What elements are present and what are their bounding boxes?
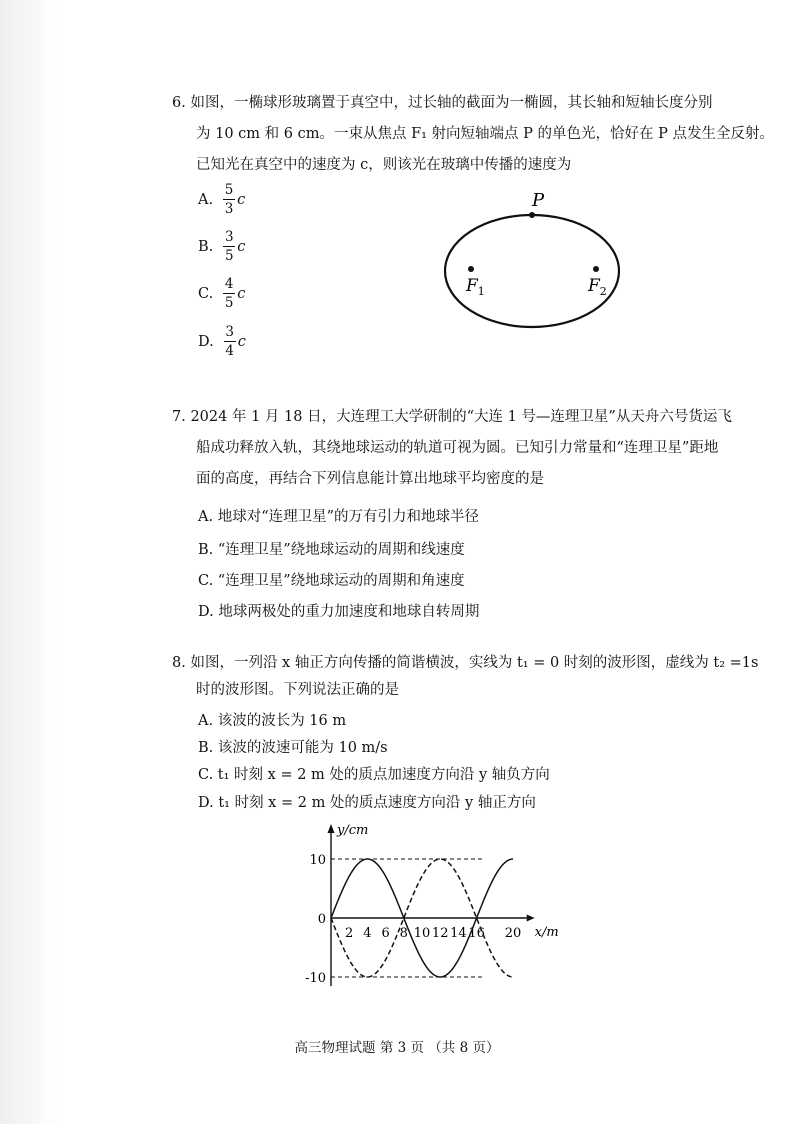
q8-line-2: 时的波形图。下列说法正确的是 bbox=[196, 682, 399, 698]
q7-option-a[interactable]: A. 地球对“连理卫星”的万有引力和地球半径 bbox=[198, 509, 480, 525]
q8-option-d[interactable]: D. t₁ 时刻 x = 2 m 处的质点速度方向沿 y 轴正方向 bbox=[198, 795, 536, 811]
label-p: P bbox=[532, 190, 545, 211]
q8-number: 8. bbox=[172, 655, 186, 671]
q6-option-d[interactable] bbox=[198, 324, 246, 359]
q6-option-b[interactable] bbox=[198, 229, 245, 264]
q6-option-a[interactable] bbox=[198, 182, 245, 217]
label-f2: $F_2$ bbox=[588, 276, 607, 298]
q6-line-1 bbox=[172, 88, 712, 119]
option-var: c bbox=[237, 285, 246, 302]
y-axis-arrow bbox=[328, 824, 335, 833]
question-8-cont bbox=[196, 675, 399, 706]
option-var: c bbox=[237, 238, 246, 255]
option-fraction: $\frac{4}{5}$ bbox=[224, 276, 234, 311]
option-fraction: $\frac{3}{5}$ bbox=[224, 229, 234, 264]
y-tick-label: 0 bbox=[317, 912, 326, 927]
option-var: c bbox=[237, 191, 246, 208]
x-tick-label: 16 bbox=[468, 926, 485, 941]
ellipse-figure bbox=[440, 182, 640, 332]
q7-option-b[interactable]: B. “连理卫星”绕地球运动的周期和线速度 bbox=[198, 542, 465, 558]
option-letter: B. bbox=[198, 238, 214, 255]
option-fraction: $\frac{5}{3}$ bbox=[224, 182, 234, 217]
x-tick-label: 12 bbox=[431, 926, 449, 941]
x-axis-label: x/m bbox=[534, 925, 559, 940]
focus-f2 bbox=[593, 266, 599, 272]
q8-option-b[interactable]: B. 该波的波速可能为 10 m/s bbox=[198, 740, 388, 756]
option-letter: D. bbox=[198, 333, 214, 350]
q6-option-c[interactable] bbox=[198, 276, 245, 311]
point-p bbox=[529, 212, 535, 218]
scan-edge-shadow bbox=[0, 0, 58, 1124]
x-tick-label: 6 bbox=[381, 926, 390, 941]
q6-line-3: 已知光在真空中的速度为 c，则该光在玻璃中传播的速度为 bbox=[196, 157, 572, 173]
q8-option-c[interactable]: C. t₁ 时刻 x = 2 m 处的质点加速度方向沿 y 轴负方向 bbox=[198, 767, 550, 783]
x-tick-label: 10 bbox=[413, 926, 431, 941]
question-7-cont bbox=[196, 433, 718, 495]
q6-line-2: 为 10 cm 和 6 cm。一束从焦点 F₁ 射向短轴端点 P 的单色光，恰好在 P 点发生全反射。 bbox=[196, 126, 775, 142]
y-tick-label: -10 bbox=[305, 971, 326, 986]
q7-line-2: 船成功释放入轨，其绕地球运动的轨道可视为圆。已知引力常量和“连理卫星”距地 bbox=[196, 440, 719, 456]
x-tick-label: 2 bbox=[345, 926, 354, 941]
q6-text-1: 如图，一椭球形玻璃置于真空中，过长轴的截面为一椭圆，其长轴和短轴长度分别 bbox=[190, 95, 713, 111]
question-6-cont bbox=[196, 119, 774, 181]
q8-option-a[interactable]: A. 该波的波长为 16 m bbox=[198, 713, 347, 729]
option-letter: A. bbox=[198, 191, 214, 208]
y-tick-label: 10 bbox=[309, 853, 326, 868]
option-var: c bbox=[237, 333, 246, 350]
option-letter: C. bbox=[198, 285, 214, 302]
q7-option-c[interactable]: C. “连理卫星”绕地球运动的周期和角速度 bbox=[198, 573, 465, 589]
page-footer: 高三物理试题 第 3 页 （共 8 页） bbox=[294, 1040, 500, 1056]
x-tick-label: 4 bbox=[363, 926, 372, 941]
question-6 bbox=[172, 88, 712, 119]
y-axis-label: y/cm bbox=[337, 823, 369, 838]
wave-chart bbox=[300, 818, 570, 998]
q6-number: 6. bbox=[172, 95, 186, 111]
q7-line-3: 面的高度，再结合下列信息能计算出地球平均密度的是 bbox=[196, 471, 544, 487]
q7-option-d[interactable]: D. 地球两极处的重力加速度和地球自转周期 bbox=[198, 604, 480, 620]
q7-number: 7. bbox=[172, 409, 186, 425]
x-tick-label: 8 bbox=[399, 926, 408, 941]
option-fraction: $\frac{3}{4}$ bbox=[225, 324, 235, 359]
question-7 bbox=[172, 402, 732, 433]
q7-line-1 bbox=[172, 402, 732, 433]
x-axis-arrow bbox=[527, 915, 535, 922]
label-f1: $F_1$ bbox=[466, 276, 485, 298]
focus-f1 bbox=[468, 266, 474, 272]
q7-text-1: 2024 年 1 月 18 日，大连理工大学研制的“大连 1 号—连理卫星”从天舟六号货运飞 bbox=[190, 409, 732, 425]
x-tick-label: 20 bbox=[504, 926, 522, 941]
q8-text-1: 如图，一列沿 x 轴正方向传播的简谐横波，实线为 t₁ = 0 时刻的波形图，虚线为 t₂ =1s bbox=[190, 655, 759, 671]
x-tick-label: 14 bbox=[450, 926, 467, 941]
